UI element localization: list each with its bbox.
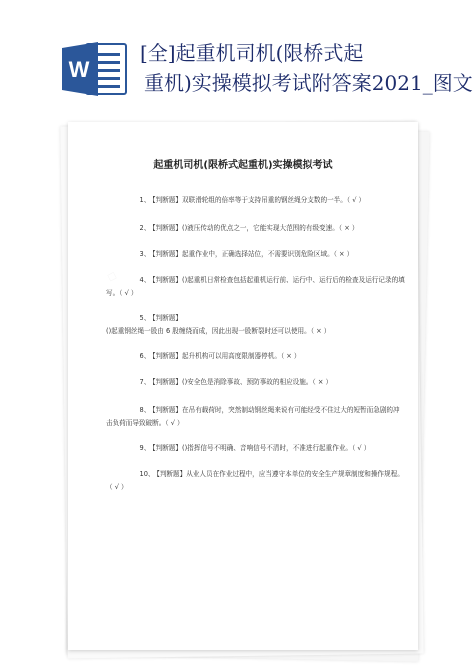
document-header xyxy=(0,0,474,125)
question-type: 【判断题】 xyxy=(152,250,183,258)
question-item xyxy=(106,404,406,430)
document-page xyxy=(68,122,418,650)
question-item xyxy=(106,222,406,235)
question-number: 10、 xyxy=(139,470,155,478)
question-text: ()安全色是消除事故、预防事故的相应设施。（ × ） xyxy=(182,378,333,386)
question-text: ()起重钢丝绳一股由 6 股缠绕而成，因此出现一股断裂时还可以使用。（ × ） xyxy=(106,327,331,335)
question-item xyxy=(106,194,406,207)
question-text: 双联滑轮组的倍率等于支持吊重的钢丝绳分支数的一半。（ √ ） xyxy=(182,196,366,204)
question-text: 在吊有载荷时，突然制动钢丝绳来说有可能经受不住过大的短暂而急剧的冲击负荷而导致破断。（ √ ） xyxy=(106,406,400,427)
question-type: 【判断题】 xyxy=(152,352,183,360)
question-type: 【判断题】 xyxy=(152,444,183,452)
question-number: 5、 xyxy=(139,314,151,322)
word-logo-letter: W xyxy=(68,57,90,82)
question-item xyxy=(106,248,406,261)
document-preview xyxy=(60,118,428,658)
word-icon xyxy=(62,40,128,98)
question-number: 6、 xyxy=(139,352,151,360)
question-item xyxy=(106,376,406,389)
question-type: 【判断题】 xyxy=(152,378,183,386)
question-number: 2、 xyxy=(139,224,151,232)
question-type: 【判断题】 xyxy=(152,276,183,284)
question-type: 【判断题】 xyxy=(156,470,187,478)
question-number: 8、 xyxy=(139,406,151,414)
question-type: 【判断题】 xyxy=(152,196,183,204)
question-type: 【判断题】 xyxy=(152,314,183,322)
question-text: 从业人员在作业过程中，应当遵守本单位的安全生产规章制度和操作规程。（ √ ） xyxy=(106,470,404,491)
page-title xyxy=(140,38,473,98)
question-item xyxy=(106,274,406,300)
question-item xyxy=(106,442,406,455)
document-title: 起重机司机(限桥式起重机)实操模拟考试 xyxy=(153,160,333,171)
page-title-line2: 重机)实操模拟考试附答案2021_图文 xyxy=(144,71,473,95)
question-number: 3、 xyxy=(139,250,151,258)
question-number: 1、 xyxy=(139,196,151,204)
page-title-line1: [全]起重机司机(限桥式起 xyxy=(140,41,364,65)
question-text: ()液压传动的优点之一，它能实现大范围的有级变速。（ × ） xyxy=(182,224,359,232)
question-text: ()起重机日常检查包括起重机运行前、运行中、运行后的检查及运行记录的填写。（ √ ） xyxy=(106,276,405,297)
question-item xyxy=(106,350,406,363)
question-number: 9、 xyxy=(139,444,151,452)
question-text: ()指挥信号不明确、音响信号不清时，不准进行起重作业。（ √ ） xyxy=(182,444,371,452)
question-number: 7、 xyxy=(139,378,151,386)
question-type: 【判断题】 xyxy=(152,406,183,414)
question-text: 起重作业中，正确选择站位，不需要识别危险区域。（ × ） xyxy=(182,250,354,258)
question-type: 【判断题】 xyxy=(152,224,183,232)
question-item xyxy=(106,312,406,338)
question-item xyxy=(106,468,406,494)
question-number: 4、 xyxy=(139,276,151,284)
question-text: 起升机构可以用高度限制器停机。（ × ） xyxy=(182,352,301,360)
